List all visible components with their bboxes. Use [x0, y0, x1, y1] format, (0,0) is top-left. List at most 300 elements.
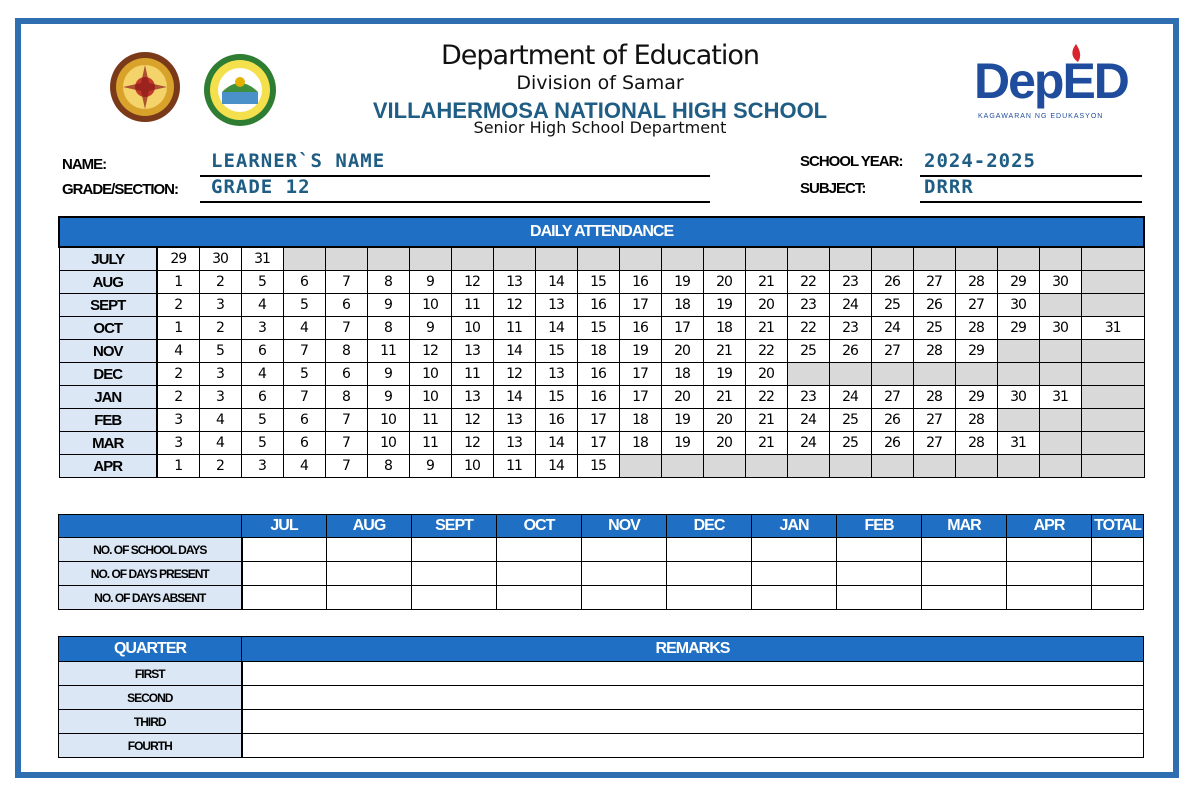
remarks-row — [59, 734, 1144, 758]
subject-underline — [920, 201, 1142, 203]
attendance-day-cell[interactable]: 21 — [745, 409, 787, 432]
month-label: JULY — [59, 247, 157, 271]
summary-value-cell[interactable] — [922, 586, 1007, 610]
summary-value-cell[interactable] — [497, 562, 582, 586]
attendance-empty-cell — [997, 409, 1039, 432]
attendance-day-cell[interactable]: 10 — [409, 386, 451, 409]
attendance-day-cell[interactable]: 8 — [367, 317, 409, 340]
attendance-day-cell[interactable]: 4 — [199, 432, 241, 455]
attendance-empty-cell — [1039, 432, 1081, 455]
attendance-day-cell[interactable]: 19 — [703, 363, 745, 386]
attendance-day-cell[interactable]: 5 — [283, 294, 325, 317]
summary-row-label: NO. OF DAYS PRESENT — [59, 562, 242, 586]
attendance-day-cell[interactable]: 21 — [703, 340, 745, 363]
attendance-day-cell[interactable]: 13 — [451, 340, 493, 363]
attendance-empty-cell — [997, 363, 1039, 386]
summary-value-cell[interactable] — [837, 586, 922, 610]
school-year-label: SCHOOL YEAR: — [800, 153, 903, 170]
attendance-day-cell[interactable]: 23 — [829, 271, 871, 294]
attendance-day-cell[interactable]: 20 — [661, 386, 703, 409]
remarks-row — [59, 686, 1144, 710]
attendance-day-cell[interactable]: 13 — [535, 294, 577, 317]
attendance-empty-cell — [661, 247, 703, 271]
attendance-empty-cell — [1081, 432, 1144, 455]
summary-value-cell[interactable] — [1007, 538, 1092, 562]
attendance-day-cell[interactable]: 10 — [409, 294, 451, 317]
summary-value-cell[interactable] — [922, 538, 1007, 562]
attendance-empty-cell — [997, 247, 1039, 271]
summary-value-cell[interactable] — [412, 538, 497, 562]
school-year-value[interactable]: 2024-2025 — [924, 150, 1036, 172]
attendance-day-cell[interactable]: 26 — [871, 432, 913, 455]
attendance-day-cell[interactable]: 18 — [619, 432, 661, 455]
attendance-day-cell[interactable]: 15 — [577, 317, 619, 340]
attendance-empty-cell — [1081, 409, 1144, 432]
summary-value-cell[interactable] — [752, 538, 837, 562]
attendance-row — [59, 317, 1144, 340]
attendance-empty-cell — [493, 247, 535, 271]
attendance-empty-cell — [451, 247, 493, 271]
summary-value-cell[interactable] — [242, 562, 327, 586]
attendance-day-cell[interactable]: 17 — [577, 432, 619, 455]
attendance-day-cell[interactable]: 3 — [241, 455, 283, 478]
attendance-empty-cell — [367, 247, 409, 271]
attendance-day-cell[interactable]: 1 — [157, 455, 199, 478]
attendance-day-cell[interactable]: 6 — [283, 432, 325, 455]
summary-value-cell[interactable] — [1092, 562, 1144, 586]
attendance-day-cell[interactable]: 28 — [913, 340, 955, 363]
summary-value-cell[interactable] — [667, 562, 752, 586]
name-value[interactable]: LEARNER`S NAME — [211, 150, 386, 172]
attendance-day-cell[interactable]: 4 — [157, 340, 199, 363]
attendance-day-cell[interactable]: 25 — [829, 432, 871, 455]
attendance-day-cell[interactable]: 11 — [451, 294, 493, 317]
summary-column-header: JUL — [242, 515, 327, 538]
department-unit: Senior High School Department — [473, 118, 727, 137]
attendance-day-cell[interactable]: 19 — [661, 271, 703, 294]
attendance-day-cell[interactable]: 13 — [535, 363, 577, 386]
attendance-row — [59, 432, 1144, 455]
attendance-day-cell[interactable]: 16 — [577, 363, 619, 386]
summary-column-header: SEPT — [412, 515, 497, 538]
attendance-day-cell[interactable]: 2 — [157, 363, 199, 386]
attendance-day-cell[interactable]: 3 — [199, 363, 241, 386]
attendance-day-cell[interactable]: 27 — [955, 294, 997, 317]
attendance-day-cell[interactable]: 10 — [409, 363, 451, 386]
attendance-day-cell[interactable]: 13 — [493, 432, 535, 455]
month-label: SEPT — [59, 294, 157, 317]
attendance-day-cell[interactable]: 30 — [997, 294, 1039, 317]
attendance-day-cell[interactable]: 20 — [703, 271, 745, 294]
summary-row-label: NO. OF DAYS ABSENT — [59, 586, 242, 610]
attendance-day-cell[interactable]: 2 — [199, 271, 241, 294]
attendance-day-cell[interactable]: 5 — [241, 409, 283, 432]
attendance-day-cell[interactable]: 8 — [367, 271, 409, 294]
attendance-day-cell[interactable]: 28 — [955, 271, 997, 294]
attendance-day-cell[interactable]: 2 — [199, 455, 241, 478]
attendance-day-cell[interactable]: 24 — [787, 432, 829, 455]
attendance-day-cell[interactable]: 3 — [241, 317, 283, 340]
attendance-day-cell[interactable]: 26 — [871, 271, 913, 294]
summary-column-header: FEB — [837, 515, 922, 538]
attendance-row — [59, 363, 1144, 386]
attendance-day-cell[interactable]: 29 — [997, 271, 1039, 294]
attendance-row — [59, 455, 1144, 478]
attendance-day-cell[interactable]: 18 — [661, 363, 703, 386]
remarks-row — [59, 662, 1144, 686]
attendance-day-cell[interactable]: 6 — [325, 363, 367, 386]
attendance-day-cell[interactable]: 17 — [577, 409, 619, 432]
grade-value[interactable]: GRADE 12 — [211, 176, 311, 198]
attendance-day-cell[interactable]: 24 — [829, 294, 871, 317]
attendance-day-cell[interactable]: 16 — [619, 271, 661, 294]
attendance-day-cell[interactable]: 11 — [367, 340, 409, 363]
summary-value-cell[interactable] — [497, 586, 582, 610]
summary-row-label: NO. OF SCHOOL DAYS — [59, 538, 242, 562]
attendance-row — [59, 386, 1144, 409]
summary-value-cell[interactable] — [667, 586, 752, 610]
month-label: MAR — [59, 432, 157, 455]
attendance-day-cell[interactable]: 14 — [493, 340, 535, 363]
attendance-day-cell[interactable]: 3 — [157, 432, 199, 455]
attendance-day-cell[interactable]: 12 — [493, 363, 535, 386]
department-title: Department of Education — [441, 40, 759, 71]
remarks-header: REMARKS — [242, 637, 1144, 662]
attendance-empty-cell — [787, 247, 829, 271]
attendance-day-cell[interactable]: 14 — [493, 386, 535, 409]
attendance-day-cell[interactable]: 24 — [787, 409, 829, 432]
summary-row — [59, 562, 1144, 586]
attendance-day-cell[interactable]: 5 — [241, 432, 283, 455]
attendance-empty-cell — [745, 455, 787, 478]
attendance-day-cell[interactable]: 12 — [409, 340, 451, 363]
attendance-day-cell[interactable]: 13 — [493, 409, 535, 432]
attendance-day-cell[interactable]: 7 — [325, 432, 367, 455]
attendance-day-cell[interactable]: 15 — [535, 340, 577, 363]
summary-value-cell[interactable] — [327, 586, 412, 610]
summary-value-cell[interactable] — [242, 586, 327, 610]
attendance-day-cell[interactable]: 7 — [325, 409, 367, 432]
region-seal-icon — [108, 50, 182, 124]
attendance-day-cell[interactable]: 21 — [745, 271, 787, 294]
attendance-day-cell[interactable]: 4 — [283, 317, 325, 340]
attendance-day-cell[interactable]: 27 — [913, 409, 955, 432]
attendance-day-cell[interactable]: 4 — [283, 455, 325, 478]
attendance-empty-cell — [1039, 455, 1081, 478]
attendance-day-cell[interactable]: 13 — [493, 271, 535, 294]
attendance-day-cell[interactable]: 11 — [409, 432, 451, 455]
remarks-cell[interactable] — [242, 734, 1144, 758]
attendance-day-cell[interactable]: 22 — [745, 386, 787, 409]
attendance-empty-cell — [619, 247, 661, 271]
summary-value-cell[interactable] — [582, 586, 667, 610]
attendance-day-cell[interactable]: 2 — [157, 386, 199, 409]
attendance-row — [59, 409, 1144, 432]
attendance-day-cell[interactable]: 14 — [535, 317, 577, 340]
attendance-day-cell[interactable]: 27 — [871, 340, 913, 363]
attendance-day-cell[interactable]: 17 — [619, 363, 661, 386]
attendance-day-cell[interactable]: 13 — [451, 386, 493, 409]
attendance-day-cell[interactable]: 20 — [745, 363, 787, 386]
summary-column-header: DEC — [667, 515, 752, 538]
attendance-day-cell[interactable]: 31 — [1081, 317, 1144, 340]
attendance-day-cell[interactable]: 23 — [787, 386, 829, 409]
attendance-day-cell[interactable]: 2 — [157, 294, 199, 317]
attendance-empty-cell — [787, 363, 829, 386]
attendance-day-cell[interactable]: 3 — [199, 386, 241, 409]
attendance-empty-cell — [787, 455, 829, 478]
attendance-day-cell[interactable]: 2 — [199, 317, 241, 340]
attendance-day-cell[interactable]: 19 — [661, 409, 703, 432]
summary-value-cell[interactable] — [752, 562, 837, 586]
attendance-day-cell[interactable]: 26 — [913, 294, 955, 317]
attendance-empty-cell — [1081, 363, 1144, 386]
attendance-day-cell[interactable]: 12 — [493, 294, 535, 317]
attendance-day-cell[interactable]: 15 — [577, 455, 619, 478]
attendance-day-cell[interactable]: 25 — [913, 317, 955, 340]
summary-value-cell[interactable] — [1092, 538, 1144, 562]
attendance-empty-cell — [829, 247, 871, 271]
attendance-day-cell[interactable]: 26 — [871, 409, 913, 432]
summary-value-cell[interactable] — [837, 562, 922, 586]
remarks-table — [58, 636, 1144, 758]
attendance-day-cell[interactable]: 18 — [661, 294, 703, 317]
attendance-day-cell[interactable]: 18 — [703, 317, 745, 340]
attendance-day-cell[interactable]: 17 — [619, 294, 661, 317]
remarks-cell[interactable] — [242, 686, 1144, 710]
attendance-day-cell[interactable]: 8 — [367, 455, 409, 478]
attendance-day-cell[interactable]: 6 — [283, 409, 325, 432]
attendance-day-cell[interactable]: 4 — [199, 409, 241, 432]
attendance-day-cell[interactable]: 5 — [283, 363, 325, 386]
daily-attendance-title: DAILY ATTENDANCE — [59, 217, 1144, 247]
attendance-day-cell[interactable]: 24 — [871, 317, 913, 340]
attendance-day-cell[interactable]: 19 — [619, 340, 661, 363]
quarter-label: SECOND — [59, 686, 242, 710]
attendance-day-cell[interactable]: 22 — [787, 271, 829, 294]
attendance-day-cell[interactable]: 21 — [745, 432, 787, 455]
attendance-day-cell[interactable]: 25 — [871, 294, 913, 317]
attendance-day-cell[interactable]: 3 — [199, 294, 241, 317]
attendance-day-cell[interactable]: 22 — [787, 317, 829, 340]
svg-text:DepED: DepED — [974, 53, 1128, 109]
attendance-empty-cell — [955, 247, 997, 271]
attendance-row — [59, 271, 1144, 294]
summary-value-cell[interactable] — [1007, 562, 1092, 586]
summary-row — [59, 538, 1144, 562]
attendance-day-cell[interactable]: 12 — [451, 271, 493, 294]
attendance-day-cell[interactable]: 11 — [409, 409, 451, 432]
attendance-empty-cell — [1039, 294, 1081, 317]
attendance-day-cell[interactable]: 7 — [325, 455, 367, 478]
attendance-day-cell[interactable]: 28 — [913, 386, 955, 409]
attendance-day-cell[interactable]: 20 — [661, 340, 703, 363]
attendance-day-cell[interactable]: 29 — [997, 317, 1039, 340]
attendance-day-cell[interactable]: 9 — [367, 363, 409, 386]
attendance-empty-cell — [1039, 340, 1081, 363]
attendance-day-cell[interactable]: 19 — [703, 294, 745, 317]
attendance-day-cell[interactable]: 20 — [703, 409, 745, 432]
attendance-empty-cell — [1081, 294, 1144, 317]
attendance-day-cell[interactable]: 14 — [535, 432, 577, 455]
attendance-empty-cell — [913, 247, 955, 271]
attendance-day-cell[interactable]: 31 — [1039, 386, 1081, 409]
attendance-day-cell[interactable]: 3 — [157, 409, 199, 432]
grade-underline — [200, 201, 710, 203]
attendance-day-cell[interactable]: 1 — [157, 271, 199, 294]
attendance-day-cell[interactable]: 30 — [997, 386, 1039, 409]
attendance-day-cell[interactable]: 7 — [325, 271, 367, 294]
summary-value-cell[interactable] — [667, 538, 752, 562]
remarks-cell[interactable] — [242, 662, 1144, 686]
attendance-empty-cell — [955, 455, 997, 478]
summary-value-cell[interactable] — [837, 538, 922, 562]
attendance-empty-cell — [661, 455, 703, 478]
attendance-day-cell[interactable]: 15 — [577, 271, 619, 294]
attendance-day-cell[interactable]: 6 — [325, 294, 367, 317]
attendance-day-cell[interactable]: 15 — [535, 386, 577, 409]
summary-value-cell[interactable] — [1092, 586, 1144, 610]
attendance-day-cell[interactable]: 5 — [199, 340, 241, 363]
summary-value-cell[interactable] — [1007, 586, 1092, 610]
attendance-day-cell[interactable]: 30 — [199, 247, 241, 271]
attendance-day-cell[interactable]: 31 — [241, 247, 283, 271]
attendance-day-cell[interactable]: 28 — [955, 432, 997, 455]
attendance-empty-cell — [871, 363, 913, 386]
attendance-day-cell[interactable]: 19 — [661, 432, 703, 455]
attendance-day-cell[interactable]: 21 — [745, 317, 787, 340]
attendance-day-cell[interactable]: 10 — [451, 317, 493, 340]
attendance-day-cell[interactable]: 6 — [283, 271, 325, 294]
summary-value-cell[interactable] — [242, 538, 327, 562]
summary-value-cell[interactable] — [752, 586, 837, 610]
attendance-day-cell[interactable]: 9 — [367, 386, 409, 409]
attendance-empty-cell — [997, 455, 1039, 478]
remarks-row — [59, 710, 1144, 734]
attendance-day-cell[interactable]: 26 — [829, 340, 871, 363]
attendance-day-cell[interactable]: 24 — [829, 386, 871, 409]
summary-column-header: TOTAL — [1092, 515, 1144, 538]
deped-logo — [972, 38, 1140, 122]
attendance-day-cell[interactable]: 16 — [577, 386, 619, 409]
attendance-day-cell[interactable]: 9 — [367, 294, 409, 317]
summary-value-cell[interactable] — [922, 562, 1007, 586]
attendance-day-cell[interactable]: 4 — [241, 363, 283, 386]
attendance-day-cell[interactable]: 5 — [241, 271, 283, 294]
attendance-day-cell[interactable]: 20 — [703, 432, 745, 455]
attendance-day-cell[interactable]: 9 — [409, 317, 451, 340]
month-label: OCT — [59, 317, 157, 340]
attendance-day-cell[interactable]: 27 — [871, 386, 913, 409]
summary-value-cell[interactable] — [582, 538, 667, 562]
attendance-day-cell[interactable]: 18 — [619, 409, 661, 432]
school-name: VILLAHERMOSA NATIONAL HIGH SCHOOL — [372, 98, 828, 123]
attendance-day-cell[interactable]: 29 — [955, 340, 997, 363]
attendance-day-cell[interactable]: 16 — [619, 317, 661, 340]
summary-value-cell[interactable] — [412, 586, 497, 610]
attendance-day-cell[interactable]: 6 — [241, 386, 283, 409]
attendance-day-cell[interactable]: 17 — [661, 317, 703, 340]
attendance-day-cell[interactable]: 12 — [451, 409, 493, 432]
subject-label: SUBJECT: — [800, 180, 866, 197]
attendance-day-cell[interactable]: 22 — [745, 340, 787, 363]
attendance-day-cell[interactable]: 23 — [829, 317, 871, 340]
attendance-empty-cell — [913, 455, 955, 478]
attendance-day-cell[interactable]: 12 — [451, 432, 493, 455]
attendance-day-cell[interactable]: 14 — [535, 271, 577, 294]
attendance-empty-cell — [1081, 340, 1144, 363]
attendance-day-cell[interactable]: 23 — [787, 294, 829, 317]
summary-column-header: OCT — [497, 515, 582, 538]
attendance-summary-table — [58, 514, 1144, 610]
attendance-empty-cell — [829, 455, 871, 478]
attendance-day-cell[interactable]: 11 — [493, 317, 535, 340]
attendance-day-cell[interactable]: 10 — [367, 409, 409, 432]
attendance-day-cell[interactable]: 11 — [451, 363, 493, 386]
attendance-day-cell[interactable]: 9 — [409, 455, 451, 478]
attendance-day-cell[interactable]: 7 — [283, 340, 325, 363]
attendance-day-cell[interactable]: 7 — [283, 386, 325, 409]
attendance-day-cell[interactable]: 9 — [409, 271, 451, 294]
subject-value[interactable]: DRRR — [924, 176, 974, 198]
attendance-empty-cell — [871, 247, 913, 271]
attendance-day-cell[interactable]: 4 — [241, 294, 283, 317]
attendance-day-cell[interactable]: 25 — [829, 409, 871, 432]
attendance-day-cell[interactable]: 14 — [535, 455, 577, 478]
attendance-day-cell[interactable]: 30 — [1039, 271, 1081, 294]
attendance-day-cell[interactable]: 31 — [997, 432, 1039, 455]
attendance-day-cell[interactable]: 11 — [493, 455, 535, 478]
summary-column-header: AUG — [327, 515, 412, 538]
attendance-day-cell[interactable]: 28 — [955, 317, 997, 340]
summary-value-cell[interactable] — [327, 562, 412, 586]
attendance-day-cell[interactable]: 1 — [157, 317, 199, 340]
attendance-day-cell[interactable]: 10 — [367, 432, 409, 455]
attendance-day-cell[interactable]: 16 — [577, 294, 619, 317]
attendance-day-cell[interactable]: 29 — [157, 247, 199, 271]
attendance-day-cell[interactable]: 20 — [745, 294, 787, 317]
attendance-day-cell[interactable]: 18 — [577, 340, 619, 363]
grade-label: GRADE/SECTION: — [62, 181, 179, 198]
attendance-day-cell[interactable]: 27 — [913, 432, 955, 455]
attendance-day-cell[interactable]: 28 — [955, 409, 997, 432]
summary-value-cell[interactable] — [327, 538, 412, 562]
attendance-day-cell[interactable]: 8 — [325, 386, 367, 409]
attendance-day-cell[interactable]: 25 — [787, 340, 829, 363]
month-label: FEB — [59, 409, 157, 432]
summary-value-cell[interactable] — [497, 538, 582, 562]
attendance-day-cell[interactable]: 8 — [325, 340, 367, 363]
remarks-cell[interactable] — [242, 710, 1144, 734]
summary-column-header: MAR — [922, 515, 1007, 538]
quarter-label: FOURTH — [59, 734, 242, 758]
attendance-row — [59, 340, 1144, 363]
attendance-day-cell[interactable]: 21 — [703, 386, 745, 409]
attendance-day-cell[interactable]: 30 — [1039, 317, 1081, 340]
summary-value-cell[interactable] — [582, 562, 667, 586]
attendance-day-cell[interactable]: 16 — [535, 409, 577, 432]
summary-value-cell[interactable] — [412, 562, 497, 586]
attendance-day-cell[interactable]: 27 — [913, 271, 955, 294]
attendance-day-cell[interactable]: 29 — [955, 386, 997, 409]
attendance-day-cell[interactable]: 7 — [325, 317, 367, 340]
attendance-empty-cell — [1081, 271, 1144, 294]
attendance-day-cell[interactable]: 10 — [451, 455, 493, 478]
attendance-empty-cell — [703, 247, 745, 271]
attendance-day-cell[interactable]: 6 — [241, 340, 283, 363]
quarter-label: THIRD — [59, 710, 242, 734]
attendance-day-cell[interactable]: 17 — [619, 386, 661, 409]
